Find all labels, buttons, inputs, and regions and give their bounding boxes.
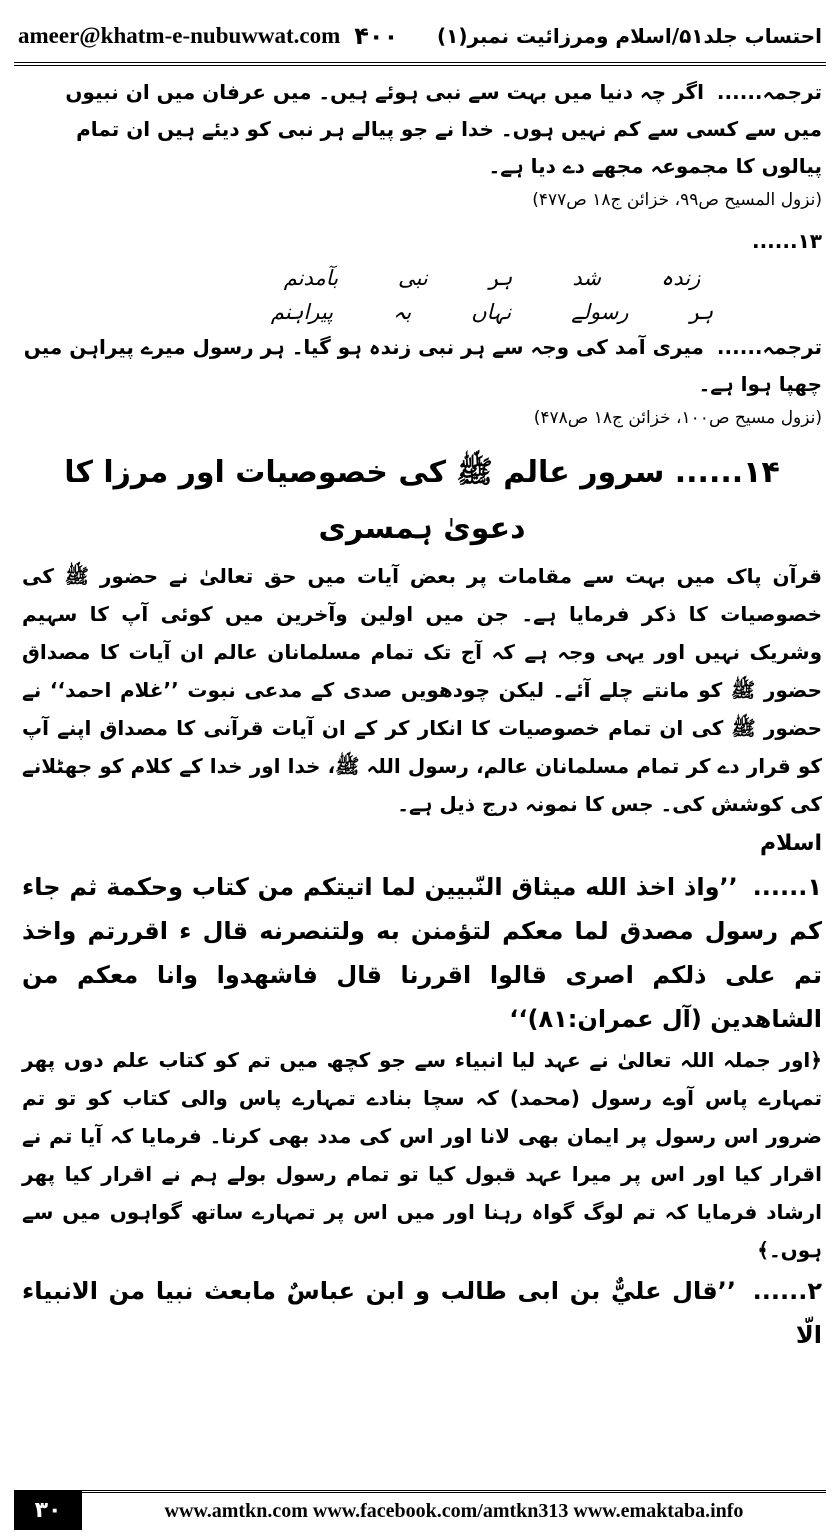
point-2-arabic: ’’قال عليٌّ بن ابى طالب و ابن عباسٌ مابعث نبيا من الانبياء الّا	[22, 1277, 822, 1349]
point-2	[22, 1269, 822, 1357]
translation-block-1	[22, 74, 822, 185]
poem-word: ہر	[688, 300, 714, 324]
poem-word: نہاں	[471, 300, 512, 324]
translation-block-2	[22, 329, 822, 403]
header-left	[18, 22, 398, 50]
header-email: ameer@khatm-e-nubuwwat.com	[18, 23, 341, 48]
translation-label: ترجمہ......	[716, 80, 822, 104]
reference-1: (نزول المسیح ص۹۹، خزائن ج۱۸ ص۴۷۷)	[532, 190, 822, 210]
reference-2: (نزول مسیح ص۱۰۰، خزائن ج۱۸ ص۴۷۸)	[533, 408, 822, 428]
poem-line-2	[22, 295, 822, 329]
intro-paragraph: قرآن پاک میں بہت سے مقامات پر بعض آیات میں حق تعالیٰ نے حضور ﷺ کی خصوصیات کا ذکر فرمایا ہے۔ جن میں اولین وآخرین میں کوئی آپ کا سہیم وشریک نہیں اور یہی وجہ ہے کہ آج تک تمام مسلمانان عالم ان آیات کا مصداق حضور ﷺ کو مانتے چلے آئے۔ لیکن چودھویں صدی کے مدعی نبوت ’’غلام احمد‘‘ نے حضور ﷺ کی ان تمام خصوصیات کا انکار کر کے ان آیات قرآنی کا مصداق اپنے آپ کو قرار دے کر تمام مسلمانان عالم، رسول اللہ ﷺ، خدا اور خدا کے کلام کو جھٹلانے کی کوشش کی۔ جس کا نمونہ درج ذیل ہے۔	[22, 564, 822, 816]
poem-word: بہ	[393, 300, 412, 324]
translation-text: اگر چہ دنیا میں بہت سے نبی ہوئے ہیں۔ میں عرفان میں ان نبیوں میں سے کسی سے کم نہیں ہوں۔ خدا نے جو پیالے ہر نبی کو دیئے ہیں ان تمام پیالوں کا مجموعہ مجھے دے دیا ہے۔	[65, 80, 822, 178]
poem-word: نبی	[398, 266, 428, 290]
page-header	[18, 14, 822, 58]
poem-word: شد	[572, 266, 601, 290]
point-1-arabic	[22, 865, 822, 1041]
header-page-number: ۴۰۰	[354, 22, 399, 50]
point-1-verse: ’’واذ اخذ الله ميثاق النّبيين لما اتيتكم من كتاب وحكمة ثم جاء كم رسول مصدق لما معكم لتؤمنن به ولتنصرنه قال ء اقررتم واخذ تم على ذلكم اصرى قالوا اقررنا قال فاشهدوا وانا معكم من الشاهدين	[22, 873, 822, 1033]
page-footer	[14, 1490, 826, 1530]
footer-page-number: ۳۰	[14, 1490, 82, 1530]
point-1-translation: ﴿اور جملہ اللہ تعالیٰ نے عہد لیا انبیاء سے جو کچھ میں تم کو کتاب علم دوں پھر تمہارے پاس آوے رسول (محمد) کہ سچا بنادے تمہارے پاس والی کتاب کو تو تم ضرور اس رسول پر ایمان بھی لانا اور اس کی مدد بھی کرنا۔ فرمایا کہ آیا تم نے اقرار کیا اور اس پر میرا عہد قبول کیا تو تمام رسول بولے ہم نے اقرار کیا پھر ارشاد فرمایا کہ تم لوگ گواہ رہنا اور میں اس پر تمہارے ساتھ گواہوں میں سے ہوں۔﴾	[22, 1048, 822, 1262]
point-1-citation: (آل عمران:۸۱)‘‘	[509, 1005, 702, 1033]
point-1-number: ۱......	[752, 873, 822, 901]
header-title: احتساب جلد۵۱/اسلام ومرزائیت نمبر(۱)	[436, 24, 822, 48]
poem-word: پیراہنم	[270, 300, 334, 324]
point-2-number: ۲......	[752, 1277, 822, 1305]
poem-word: بآمدنم	[283, 266, 339, 290]
page-content	[22, 74, 822, 1480]
poem-line-1	[22, 261, 822, 295]
section-heading: ۱۴...... سرور عالم ﷺ کی خصوصیات اور مرزا کا دعویٰ ہمسری	[64, 455, 780, 546]
translation-text: میری آمد کی وجہ سے ہر نبی زندہ ہو گیا۔ ہر رسول میرے پیراہن میں چھپا ہوا ہے۔	[23, 335, 822, 396]
poem-word: رسولے	[571, 300, 629, 324]
header-rule	[14, 62, 826, 66]
translation-label: ترجمہ......	[716, 335, 822, 359]
item-13-number: ۱۳......	[751, 229, 822, 253]
section-label: اسلام	[759, 831, 822, 856]
poem-word: ہر	[487, 266, 513, 290]
footer-links: www.amtkn.com www.facebook.com/amtkn313 www.emaktaba.info	[82, 1490, 826, 1530]
poem-word: زندہ	[660, 266, 701, 290]
